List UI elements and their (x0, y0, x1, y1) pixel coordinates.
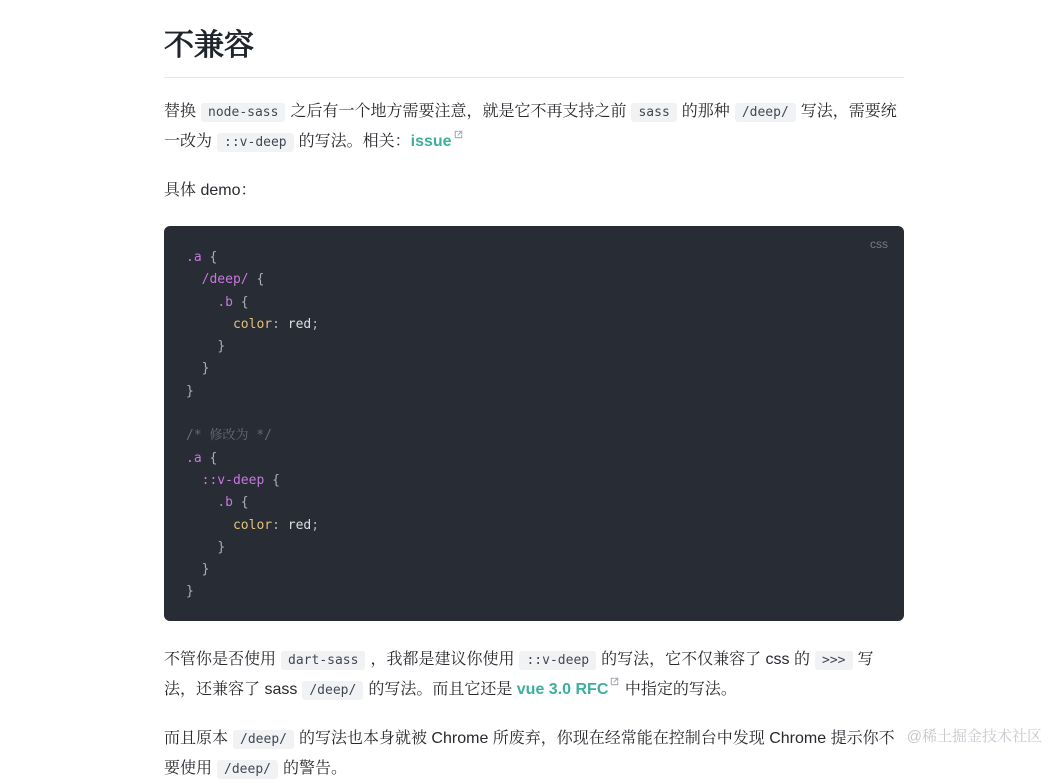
code-token (186, 361, 202, 376)
code-line (186, 292, 880, 314)
code-token: .b (217, 495, 233, 511)
code-token: .b (217, 294, 233, 310)
code-token: .a (186, 250, 202, 265)
code-token: /* 修改为 */ (186, 428, 272, 444)
inline-code: ::v-deep (519, 651, 596, 670)
inline-code: sass (631, 103, 676, 122)
code-token: { (201, 250, 218, 265)
advice-paragraph: 不管你是否使用 dart-sass ，我都是建议你使用 ::v-deep 的写法，它不仅兼容了 css 的 >>> 写法，还兼容了 sass /deep/ 的写法。而且它还是 vue 3.0 RFC 中指定的写法。 (164, 650, 874, 698)
intro-paragraph: 替换 node-sass 之后有一个地方需要注意，就是它不再支持之前 sass 的那种 /deep/ 写法，需要统一改为 ::v-deep 的写法。相关：issue (164, 103, 897, 150)
code-token: ::v-deep (201, 472, 265, 488)
code-token: ; (311, 517, 320, 533)
code-token: } (186, 584, 194, 600)
page-title: 不兼容 (164, 27, 904, 78)
inline-code: >>> (815, 651, 852, 670)
code-line (186, 247, 880, 269)
code-token: : (272, 517, 288, 533)
code-token: } (186, 383, 194, 399)
external-link-icon (453, 129, 464, 140)
code-token: .a (186, 450, 202, 466)
code-line (186, 470, 880, 492)
code-line (186, 559, 880, 581)
code-token (186, 562, 202, 577)
inline-code: node-sass (201, 103, 285, 122)
code-token (186, 317, 233, 332)
code-token (186, 295, 217, 310)
demo-label: 具体 demo： (164, 182, 257, 199)
code-token: } (217, 339, 226, 355)
code-token: red (287, 316, 312, 332)
inline-code: ::v-deep (217, 133, 294, 152)
code-token: { (248, 272, 265, 288)
code-token: red (287, 517, 312, 533)
code-token: { (232, 495, 249, 511)
code-token (186, 272, 202, 287)
inline-code: /deep/ (302, 681, 363, 700)
code-token: ; (311, 316, 320, 332)
code-content (186, 247, 880, 604)
code-token: /deep/ (201, 272, 249, 288)
inline-code: dart-sass (281, 651, 365, 670)
vue-rfc-link[interactable]: vue 3.0 RFC (517, 681, 621, 698)
code-line (186, 358, 880, 380)
code-token (186, 540, 217, 555)
code-line (186, 314, 880, 336)
code-line (186, 381, 880, 403)
code-token: { (232, 294, 249, 310)
code-line (186, 515, 880, 537)
juejin-watermark: @稀土掘金技术社区 (906, 728, 1042, 745)
article (164, 0, 904, 784)
code-language-label: css (870, 237, 888, 251)
code-line (186, 269, 880, 291)
external-link-icon (609, 676, 620, 687)
code-line (186, 336, 880, 358)
code-line (186, 403, 880, 425)
code-line (186, 581, 880, 603)
code-token: : (272, 316, 288, 332)
code-token (186, 339, 217, 354)
code-block (164, 226, 904, 621)
code-token: } (217, 539, 226, 555)
inline-code: /deep/ (233, 730, 294, 749)
code-line (186, 492, 880, 514)
inline-code: /deep/ (217, 760, 278, 779)
code-token: { (201, 450, 218, 466)
code-token: { (264, 472, 280, 488)
issue-link[interactable]: issue (411, 133, 464, 150)
code-line (186, 425, 880, 447)
chrome-note-paragraph: 而且原本 /deep/ 的写法也本身就被 Chrome 所废弃，你现在经常能在控制台中发现 Chrome 提示你不要使用 /deep/ 的警告。 (164, 729, 895, 777)
code-token (186, 473, 202, 488)
code-line (186, 537, 880, 559)
code-token: color (232, 316, 273, 332)
code-token: } (201, 361, 210, 377)
code-token (186, 495, 217, 510)
code-token: } (201, 562, 210, 578)
code-line (186, 448, 880, 470)
code-token (186, 518, 233, 533)
code-token: color (232, 517, 273, 533)
inline-code: /deep/ (735, 103, 796, 122)
